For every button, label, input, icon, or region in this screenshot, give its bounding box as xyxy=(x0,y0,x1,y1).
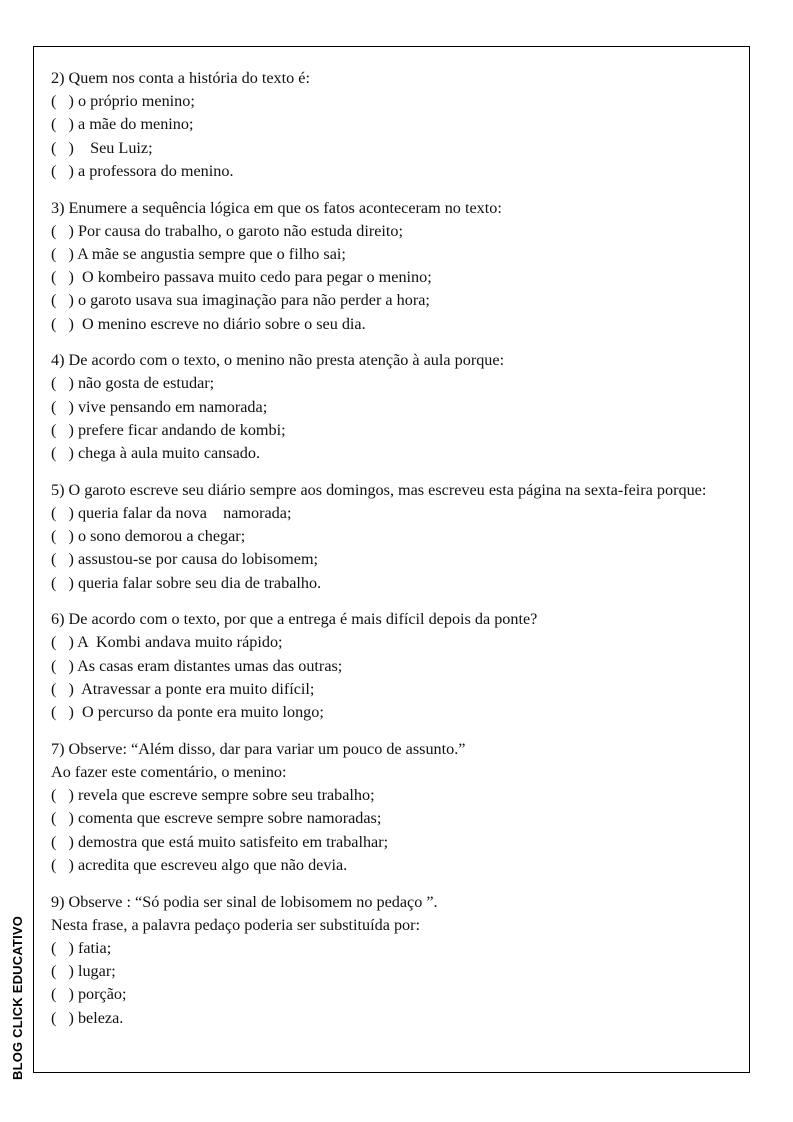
question-9-subtitle: Nesta frase, a palavra pedaço poderia ser substituída por: xyxy=(51,915,421,934)
question-7-title: 7) Observe: “Além disso, dar para variar um pouco de assunto.” xyxy=(51,739,466,758)
question-9-title: 9) Observe : “Só podia ser sinal de lobisomem no pedaço ”. xyxy=(51,892,438,911)
question-4-option-2[interactable]: ( ) vive pensando em namorada; xyxy=(51,397,268,416)
question-4-option-1[interactable]: ( ) não gosta de estudar; xyxy=(51,374,215,393)
question-2-option-3[interactable]: ( ) Seu Luiz; xyxy=(51,138,153,157)
question-6-option-4[interactable]: ( ) O percurso da ponte era muito longo; xyxy=(51,703,324,722)
question-5-option-3[interactable]: ( ) assustou-se por causa do lobisomem; xyxy=(51,550,319,569)
question-6-option-3[interactable]: ( ) Atravessar a ponte era muito difícil; xyxy=(51,679,315,698)
worksheet-content xyxy=(51,67,743,1043)
question-2-option-4[interactable]: ( ) a professora do menino. xyxy=(51,161,234,180)
question-7-subtitle: Ao fazer este comentário, o menino: xyxy=(51,762,287,781)
question-6-title: 6) De acordo com o texto, por que a entrega é mais difícil depois da ponte? xyxy=(51,610,538,629)
question-3-title: 3) Enumere a sequência lógica em que os fatos aconteceram no texto: xyxy=(51,198,502,217)
question-5-title: 5) O garoto escreve seu diário sempre aos domingos, mas escreveu esta página na sexta-feira porque: xyxy=(51,480,707,499)
question-3-option-4[interactable]: ( ) o garoto usava sua imaginação para não perder a hora; xyxy=(51,291,430,310)
question-7-option-1[interactable]: ( ) revela que escreve sempre sobre seu trabalho; xyxy=(51,786,375,805)
question-7-option-3[interactable]: ( ) demostra que está muito satisfeito em trabalhar; xyxy=(51,832,389,851)
side-watermark-label: BLOG CLICK EDUCATIVO xyxy=(10,915,25,1080)
question-2-option-1[interactable]: ( ) o próprio menino; xyxy=(51,92,195,111)
question-3-option-5[interactable]: ( ) O menino escreve no diário sobre o seu dia. xyxy=(51,314,366,333)
question-7-option-4[interactable]: ( ) acredita que escreveu algo que não devia. xyxy=(51,855,348,874)
question-5-option-1[interactable]: ( ) queria falar da nova namorada; xyxy=(51,503,292,522)
question-4-option-3[interactable]: ( ) prefere ficar andando de kombi; xyxy=(51,420,286,439)
question-6-option-1[interactable]: ( ) A Kombi andava muito rápido; xyxy=(51,633,283,652)
question-9 xyxy=(51,891,743,1030)
question-6 xyxy=(51,608,743,724)
question-3 xyxy=(51,197,743,336)
question-4 xyxy=(51,349,743,465)
question-5 xyxy=(51,479,743,595)
question-6-option-2[interactable]: ( ) As casas eram distantes umas das outras; xyxy=(51,656,343,675)
question-3-option-3[interactable]: ( ) O kombeiro passava muito cedo para pegar o menino; xyxy=(51,268,432,287)
question-3-option-2[interactable]: ( ) A mãe se angustia sempre que o filho sai; xyxy=(51,244,346,263)
question-2 xyxy=(51,67,743,183)
question-4-option-4[interactable]: ( ) chega à aula muito cansado. xyxy=(51,444,260,463)
question-3-option-1[interactable]: ( ) Por causa do trabalho, o garoto não estuda direito; xyxy=(51,221,403,240)
question-2-title: 2) Quem nos conta a história do texto é: xyxy=(51,69,310,87)
question-9-option-4[interactable]: ( ) beleza. xyxy=(51,1008,124,1027)
question-9-option-1[interactable]: ( ) fatia; xyxy=(51,938,112,957)
question-4-title: 4) De acordo com o texto, o menino não presta atenção à aula porque: xyxy=(51,351,505,370)
question-7 xyxy=(51,738,743,877)
question-7-option-2[interactable]: ( ) comenta que escreve sempre sobre namoradas; xyxy=(51,809,382,828)
question-9-option-3[interactable]: ( ) porção; xyxy=(51,985,127,1004)
question-5-option-4[interactable]: ( ) queria falar sobre seu dia de trabalho. xyxy=(51,573,322,592)
question-5-option-2[interactable]: ( ) o sono demorou a chegar; xyxy=(51,527,246,546)
question-9-option-2[interactable]: ( ) lugar; xyxy=(51,962,116,981)
question-2-option-2[interactable]: ( ) a mãe do menino; xyxy=(51,115,194,134)
